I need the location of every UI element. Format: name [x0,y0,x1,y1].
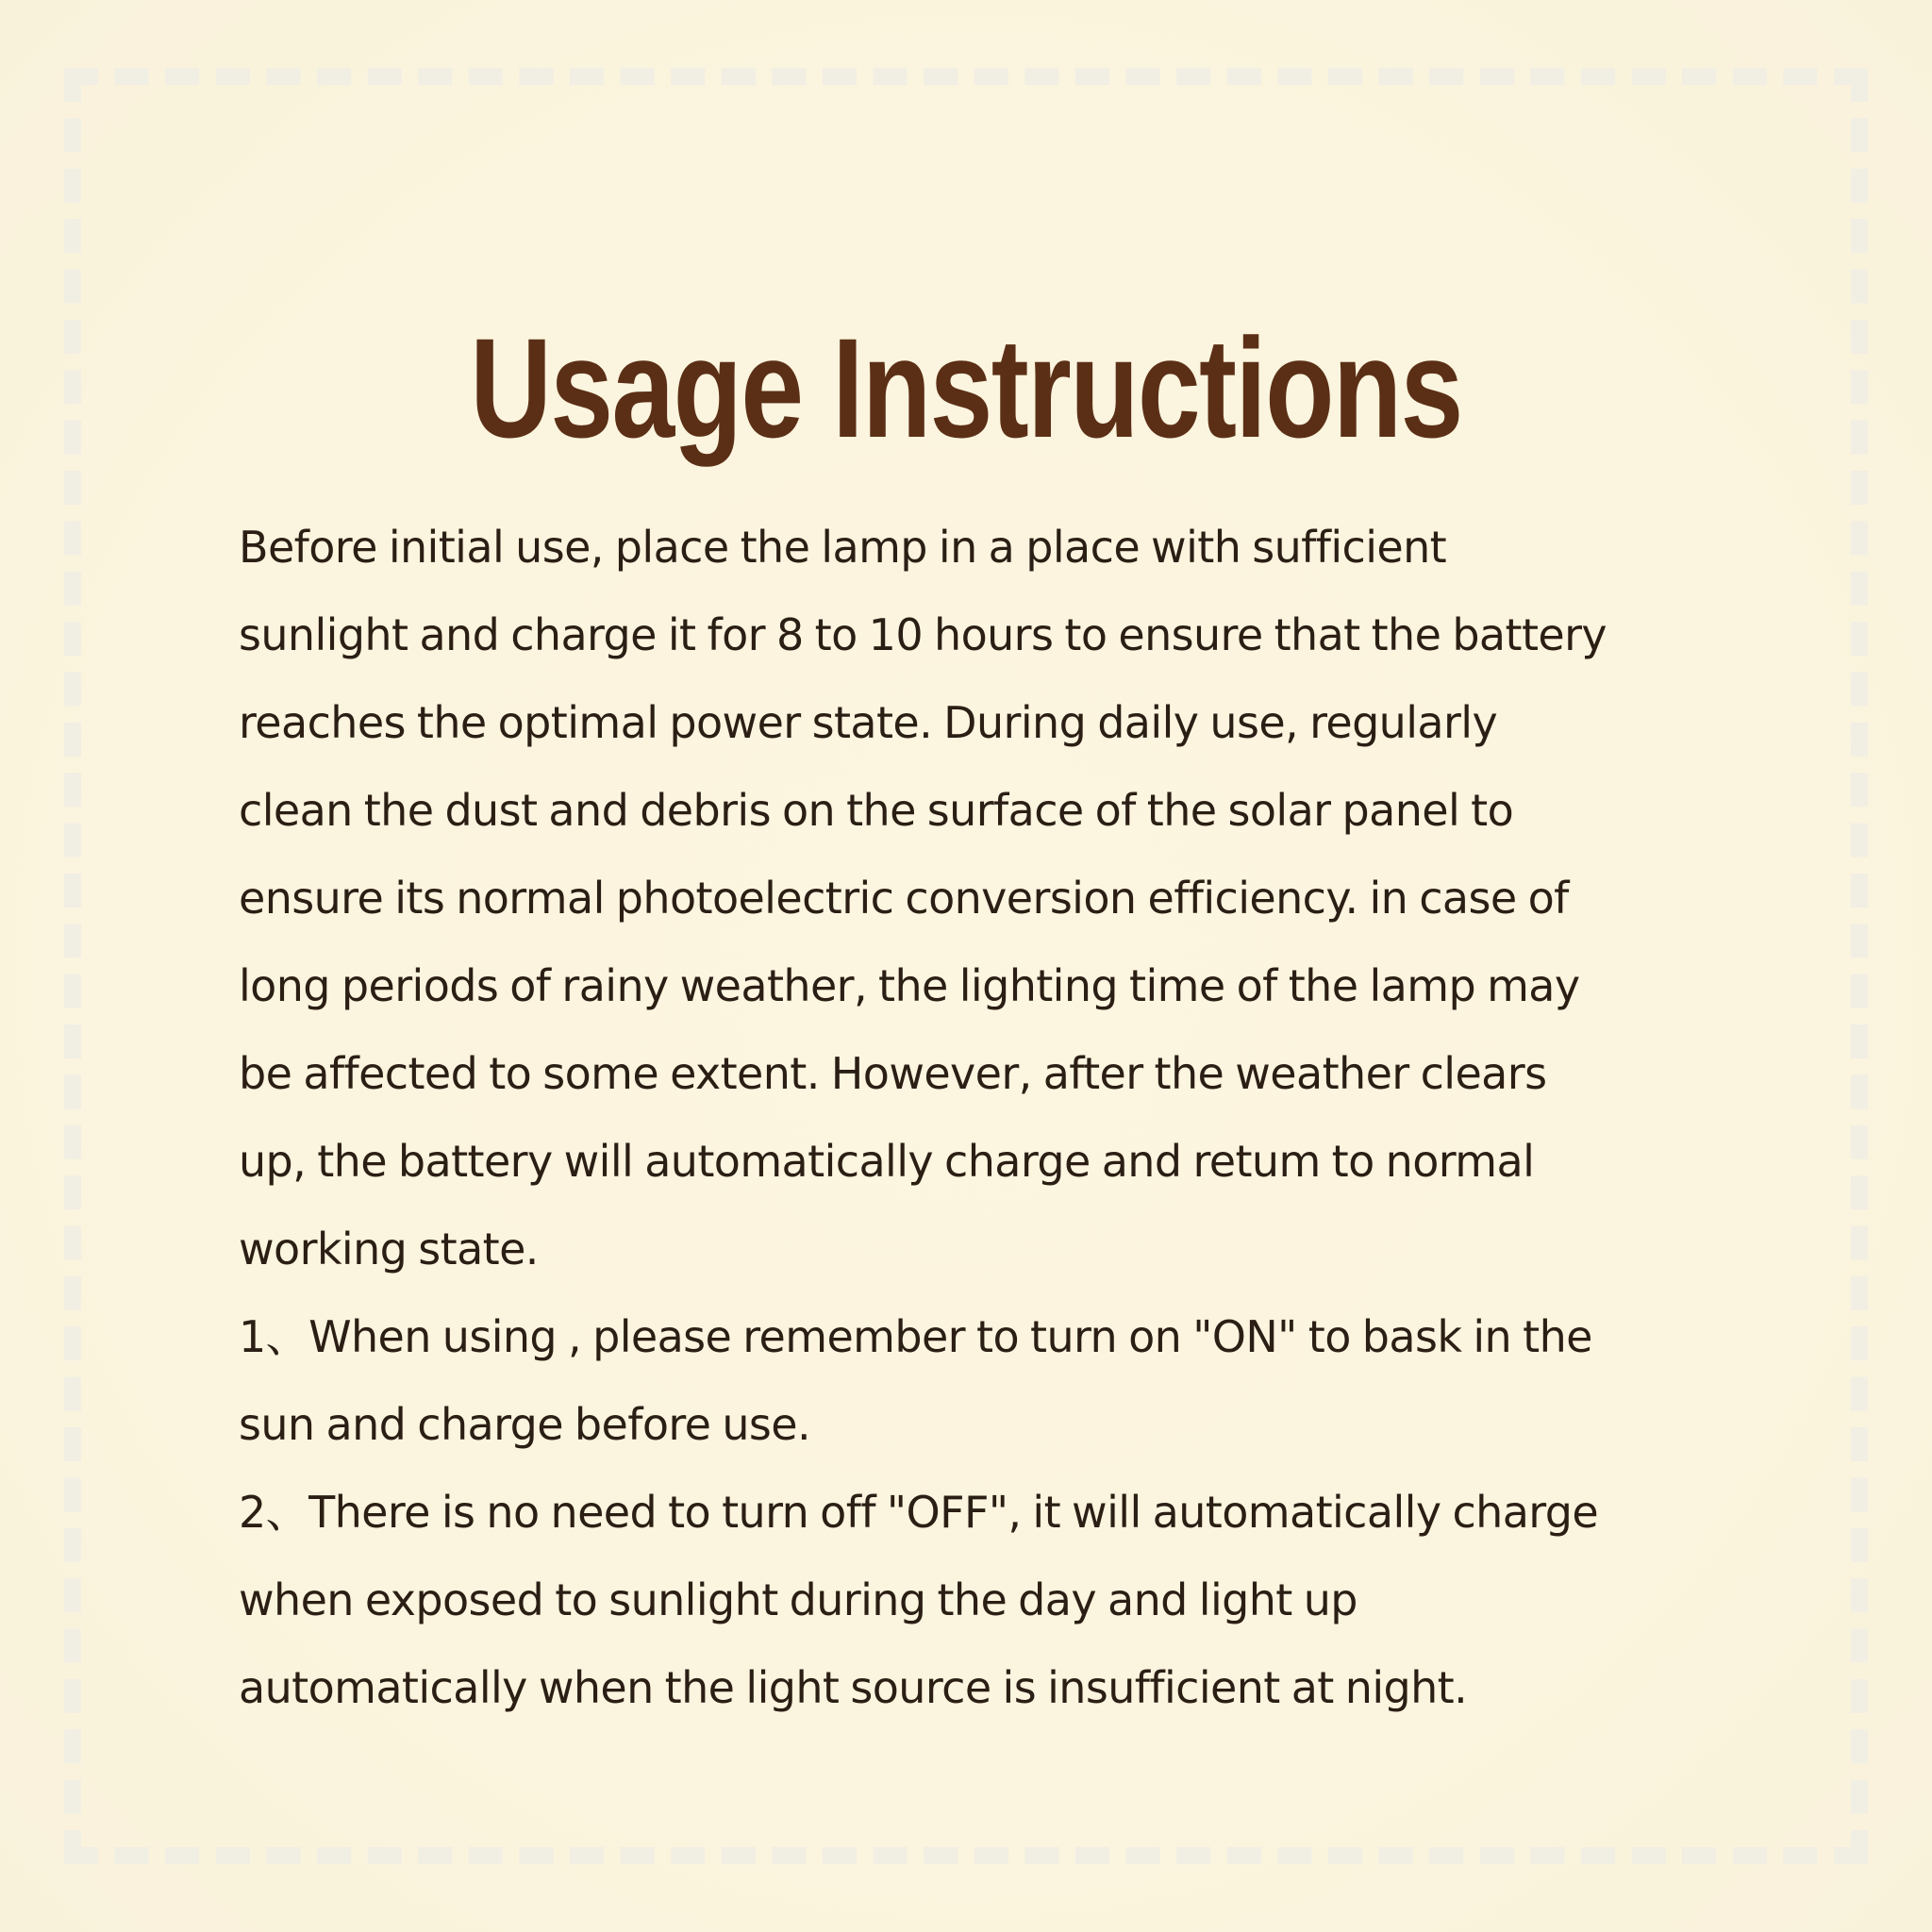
paragraph-line: reaches the optimal power state. During daily use, regularly [239,697,1498,748]
paragraph-line: ensure its normal photoelectric conversion efficiency. in case of [239,873,1569,924]
list-item-line: 1、When using , please remember to turn on "ON" to bask in the [239,1311,1592,1362]
paragraph-line: clean the dust and debris on the surface of the solar panel to [239,785,1514,836]
page-title: Usage Instructions [470,308,1462,467]
paragraph-line: working state. [239,1224,539,1274]
paragraph-line: be affected to some extent. However, after the weather clears [239,1048,1547,1099]
paragraph-line: long periods of rainy weather, the lighting time of the lamp may [239,960,1580,1011]
list-item [239,1293,1729,1469]
paragraph-line: Before initial use, place the lamp in a place with sufficient [239,522,1447,573]
list-item-line: when exposed to sunlight during the day and light up [239,1574,1357,1625]
paragraph-line: up, the battery will automatically charge and retum to normal [239,1136,1535,1187]
instructions-body [239,504,1729,1732]
paragraph-line: sunlight and charge it for 8 to 10 hours to ensure that the battery [239,609,1607,660]
intro-paragraph [239,504,1729,1293]
list-item-line: automatically when the light source is insufficient at night. [239,1662,1468,1713]
list-item-line: sun and charge before use. [239,1399,811,1450]
list-item [239,1469,1729,1732]
list-item-line: 2、There is no need to turn off "OFF", it will automatically charge [239,1487,1599,1538]
